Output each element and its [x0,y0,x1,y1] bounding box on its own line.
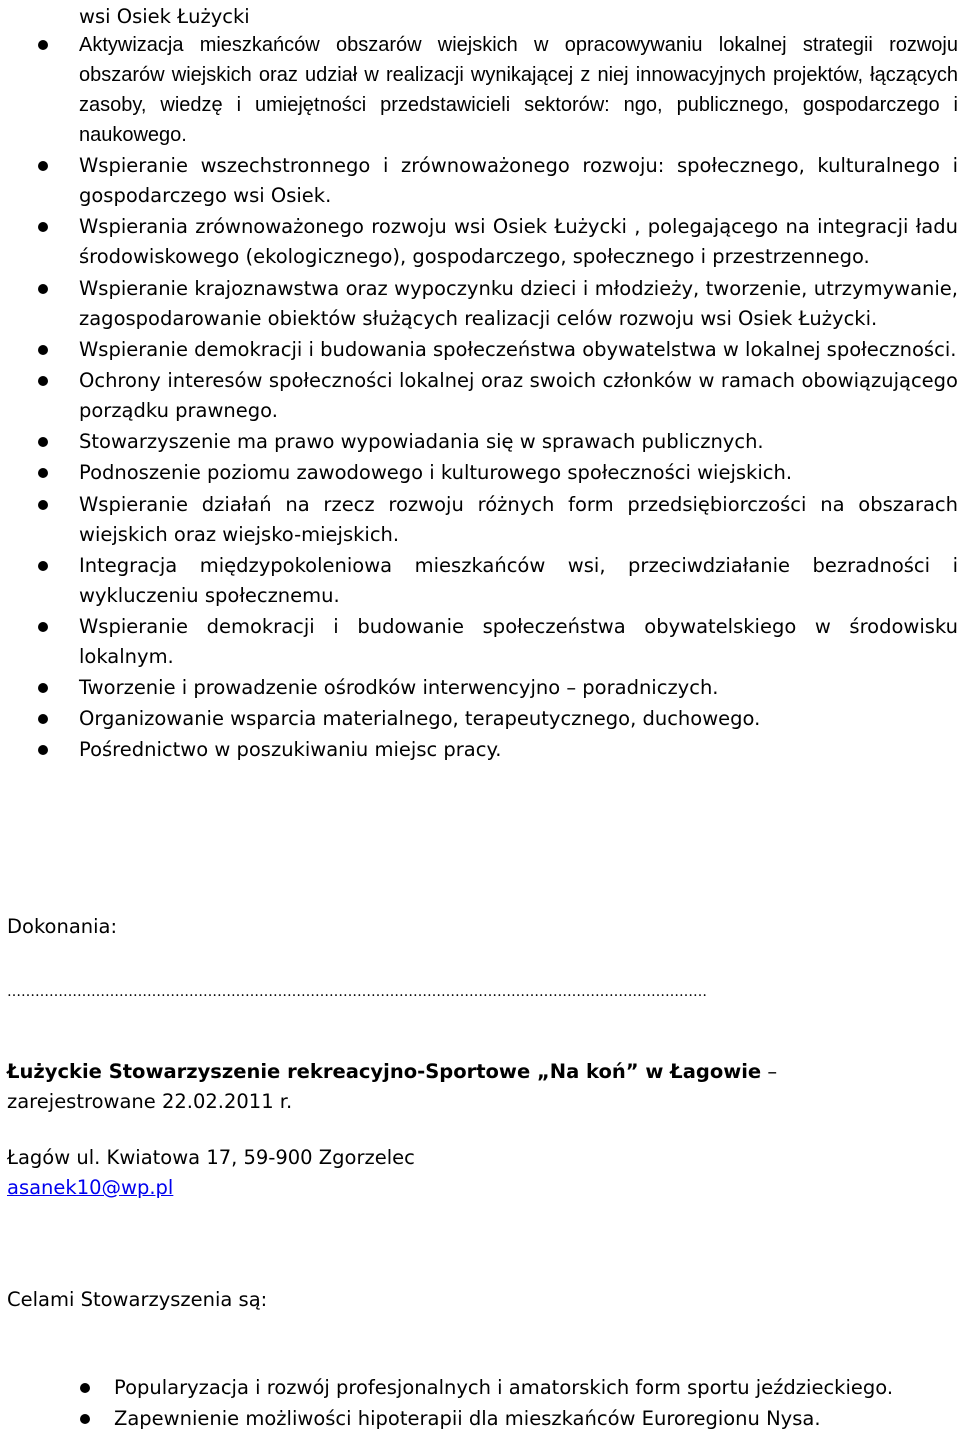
list-item-text: Integracja międzypokoleniowa mieszkańców wsi, przeciwdziałanie bezradności i wykluczeniu społecznemu. [79,553,958,607]
list-item-text: Stowarzyszenie ma prawo wypowiadania się w sprawach publicznych. [79,430,764,454]
list-item-text: Podnoszenie poziomu zawodowego i kulturowego społeczności wiejskich. [79,461,793,485]
bullet-icon [38,561,48,571]
list-item [0,151,958,211]
list-item [0,612,958,672]
achievements-heading: Dokonania: [7,915,118,938]
goals-list [0,30,958,767]
list-item-text: Ochrony interesów społeczności lokalnej oraz swoich członków w ramach obowiązującego porządku prawnego. [79,368,958,422]
continuation-line: wsi Osiek Łużycki [79,5,250,28]
bullet-icon [38,500,48,510]
list-item [0,490,958,550]
registration-date: zarejestrowane 22.02.2011 r. [7,1090,293,1113]
list-item [0,1373,958,1403]
list-item [0,30,958,150]
list-item-text: Wspieranie demokracji i budowania społeczeństwa obywatelstwa w lokalnej społeczności. [79,337,957,361]
list-item [0,551,958,611]
list-item-text: Wspieranie wszechstronnego i zrównoważonego rozwoju: społecznego, kulturalnego i gospodarczego wsi Osiek. [79,154,958,208]
list-item-text: Tworzenie i prowadzenie ośrodków interwencyjno – poradniczych. [79,676,719,700]
list-item [0,274,958,334]
bullet-icon [80,1414,90,1424]
list-item-text: Aktywizacja mieszkańców obszarów wiejskich w opracowywaniu lokalnej strategii rozwoju obszarów wiejskich oraz udział w realizacji wynikającej z niej innowacyjnych projektów, łączących zasoby, wiedzę i umiejętności przedstawicieli sektorów: ngo, publicznego, gospodarczego i naukowego. [79,34,958,146]
list-item [0,458,958,488]
bullet-icon [38,40,48,50]
list-item [0,673,958,703]
bullet-icon [38,376,48,386]
list-item [0,427,958,457]
bullet-icon [38,622,48,632]
bullet-icon [38,745,48,755]
list-item [0,735,958,765]
list-item [0,1404,958,1434]
list-item [0,212,958,272]
organization-dash: – [761,1060,778,1083]
list-item-text: Organizowanie wsparcia materialnego, terapeutycznego, duchowego. [79,707,761,731]
list-item-text: Wspieranie krajoznawstwa oraz wypoczynku dzieci i młodzieży, tworzenie, utrzymywanie, zagospodarowanie obiektów służących realizacji celów rozwoju wsi Osiek Łużycki. [79,276,958,330]
bullet-icon [38,284,48,294]
bullet-icon [38,437,48,447]
list-item [0,704,958,734]
bullet-icon [38,683,48,693]
bullet-icon [80,1383,90,1393]
list-item [0,366,958,426]
list-item-text: Wspieranie demokracji i budowanie społeczeństwa obywatelskiego w środowisku lokalnym. [79,614,958,668]
organization-block [7,1057,947,1117]
organization-name: Łużyckie Stowarzyszenie rekreacyjno-Sportowe „Na koń” w Łagowie [7,1060,762,1083]
bullet-icon [38,714,48,724]
list-item-text: Pośrednictwo w poszukiwaniu miejsc pracy. [79,738,502,762]
list-item-text: Zapewnienie możliwości hipoterapii dla mieszkańców Euroregionu Nysa. [114,1407,821,1430]
bullet-icon [38,468,48,478]
list-item-text: Wspieranie działań na rzecz rozwoju różnych form przedsiębiorczości na obszarach wiejskich oraz wiejsko-miejskich. [79,492,958,546]
aims-heading: Celami Stowarzyszenia są: [7,1288,268,1311]
email-link[interactable]: asanek10@wp.pl [7,1176,174,1199]
bullet-icon [38,345,48,355]
list-item [0,335,958,365]
bullet-icon [38,161,48,171]
list-item-text: Popularyzacja i rozwój profesjonalnych i amatorskich form sportu jeździeckiego. [114,1376,894,1399]
organization-address: Łagów ul. Kwiatowa 17, 59-900 Zgorzelec [7,1146,415,1169]
list-item-text: Wspierania zrównoważonego rozwoju wsi Osiek Łużycki , polegającego na integracji ładu środowiskowego (ekologicznego), gospodarczego, społecznego i przestrzennego. [79,215,958,269]
dotted-placeholder-line: …………………………………………………………………………………………………………………………………… [7,984,707,1000]
bullet-icon [38,222,48,232]
aims-list [0,1373,958,1435]
